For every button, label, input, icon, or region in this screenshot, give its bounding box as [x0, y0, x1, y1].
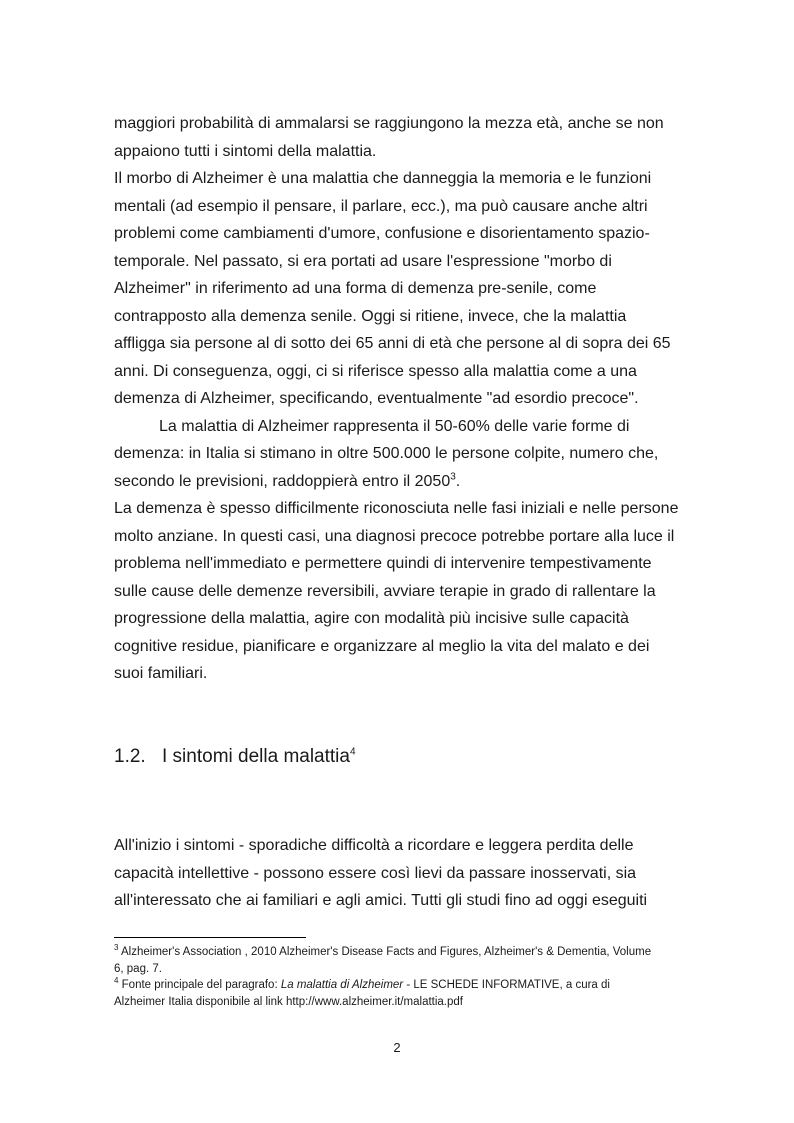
footnote-ref-4: 4 — [349, 746, 356, 758]
text-line: problema nell'immediato e permettere quindi di intervenire tempestivamente — [114, 555, 652, 572]
text-line: Il morbo di Alzheimer è una malattia che danneggia la memoria e le funzioni — [114, 170, 652, 187]
footnote-marker: 3 — [114, 943, 119, 953]
footnote-marker: 4 — [114, 976, 119, 986]
paragraph-intro — [114, 110, 684, 688]
text-line: La malattia di Alzheimer rappresenta il 50-60% delle varie forme di — [159, 417, 630, 435]
text-line: problemi come cambiamenti d'umore, confusione e disorientamento spazio- — [114, 225, 650, 242]
text-line: temporale. Nel passato, si era portati ad usare l'espressione "morbo di — [114, 252, 612, 270]
section-title: I sintomi della malattia — [162, 746, 350, 767]
text-line: molto anziane. In questi casi, una diagnosi precoce potrebbe portare alla luce il — [114, 527, 675, 545]
text-line: demenza: in Italia si stimano in oltre 500.000 le persone colpite, numero che, — [114, 445, 659, 462]
text-line: mentali (ad esempio il pensare, il parlare, ecc.), ma può causare anche altri — [114, 197, 648, 215]
page-number: 2 — [393, 1040, 401, 1055]
footnote-separator — [114, 937, 306, 938]
text-line: capacità intellettive - possono essere così lievi da passare inosservati, sia — [114, 864, 637, 882]
footnote-text: Alzheimer Italia disponibile al link http://www.alzheimer.it/malattia.pdf — [114, 995, 463, 1008]
footnotes — [114, 944, 686, 1010]
text-line: anni. Di conseguenza, oggi, ci si riferisce spesso alla malattia come a una — [114, 362, 637, 380]
text-line: affligga sia persone al di sotto dei 65 anni di età che persone al di sopra dei 65 — [114, 335, 671, 352]
text-line: Alzheimer" in riferimento ad una forma di demenza pre-senile, come — [114, 280, 597, 297]
text-line: progressione della malattia, agire con modalità più incisive sulle capacità — [114, 610, 629, 627]
text-fragment: secondo le previsioni, raddoppierà entro il 2050 — [114, 472, 451, 490]
footnote-text: 6, pag. 7. — [114, 962, 162, 975]
text-line: contrapposto alla demenza senile. Oggi si ritiene, invece, che la malattia — [114, 307, 627, 325]
section-number: 1.2. — [114, 746, 146, 767]
text-line: All'inizio i sintomi - sporadiche difficoltà a ricordare e leggera perdita delle — [114, 837, 634, 854]
text-line: sulle cause delle demenze reversibili, avviare terapie in grado di rallentare la — [114, 582, 656, 600]
text-fragment: . — [455, 472, 461, 490]
text-line — [114, 468, 684, 496]
paragraph-symptoms — [114, 832, 684, 915]
text-line: all'interessato che ai familiari e agli amici. Tutti gli studi fino ad oggi eseguiti — [114, 892, 648, 909]
footnote-ref-3: 3 — [450, 471, 456, 483]
footnote-text: Fonte principale del paragrafo: — [118, 979, 281, 991]
text-line: cognitive residue, pianificare e organizzare al meglio la vita del malato e dei — [114, 637, 650, 655]
footnote-text: Alzheimer's Association , 2010 Alzheimer's Disease Facts and Figures, Alzheimer's & Dementia, Volume — [118, 946, 652, 958]
footnote-source-title: La malattia di Alzheimer — [280, 979, 404, 991]
text-line: demenza di Alzheimer, specificando, eventualmente "ad esordio precoce". — [114, 390, 639, 407]
text-line: suoi familiari. — [114, 665, 208, 682]
text-line: appaiono tutti i sintomi della malattia. — [114, 142, 377, 160]
text-line: maggiori probabilità di ammalarsi se raggiungono la mezza età, anche se non — [114, 115, 664, 132]
footnote-4 — [114, 977, 686, 994]
text-line: La demenza è spesso difficilmente riconosciuta nelle fasi iniziali e nelle persone — [114, 500, 679, 517]
section-heading — [114, 746, 356, 768]
footnote-text: - LE SCHEDE INFORMATIVE, a cura di — [403, 979, 610, 991]
footnote-3 — [114, 944, 686, 961]
